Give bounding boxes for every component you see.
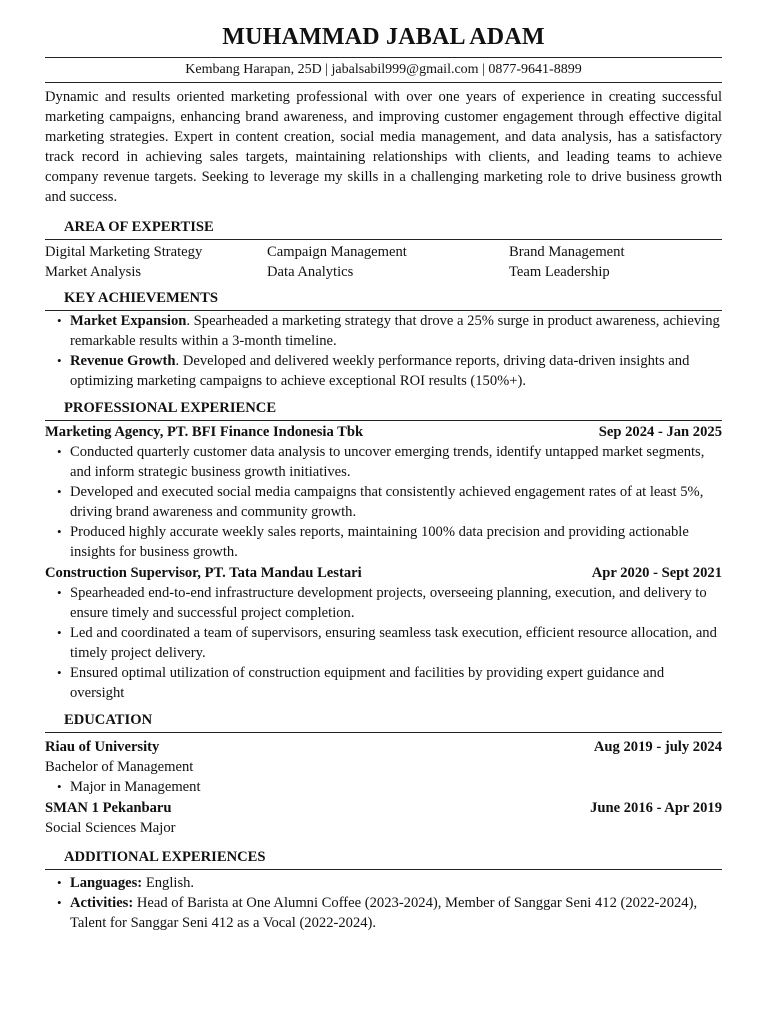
expertise-item: Market Analysis (45, 264, 142, 280)
resume-page (45, 22, 722, 933)
additional-item (45, 893, 722, 933)
contact-divider (45, 82, 722, 83)
job-role: Marketing Agency, PT. BFI Finance Indonesia Tbk (45, 424, 364, 440)
section-title-additional: ADDITIONAL EXPERIENCES (64, 849, 266, 865)
achievement-item (45, 311, 722, 351)
section-divider (45, 239, 722, 240)
section-title-expertise: AREA OF EXPERTISE (64, 219, 214, 235)
achievement-label: Market Expansion (70, 313, 187, 329)
job-bullets (45, 442, 722, 562)
education-header (45, 737, 722, 757)
education-bullet: • Major in Management (45, 777, 722, 797)
additional-label: Activities: (70, 895, 134, 911)
section-divider (45, 420, 722, 421)
achievement-label: Revenue Growth (70, 353, 176, 369)
education-header (45, 798, 722, 818)
degree: Social Sciences Major (45, 820, 176, 836)
school-name: SMAN 1 Pekanbaru (45, 800, 172, 816)
contact-line: Kembang Harapan, 25D | jabalsabil999@gmail.com | 0877-9641-8899 (185, 62, 582, 77)
expertise-item: Brand Management (509, 244, 625, 260)
additional-text: English. (142, 875, 195, 891)
job-bullet: • Ensured optimal utilization of construction equipment and facilities by providing expert guidance and oversight (45, 663, 722, 703)
additional-label: Languages: (70, 875, 143, 891)
resume-name: MUHAMMAD JABAL ADAM (222, 24, 545, 50)
achievement-item (45, 351, 722, 391)
expertise-column (267, 242, 509, 282)
additional-text: Head of Barista at One Alumni Coffee (2023-2024), Member of Sanggar Seni 412 (2022-2024), Talent for Sanggar Seni 412 as a Vocal (2022-2024). (70, 895, 698, 931)
expertise-item: Team Leadership (509, 264, 610, 280)
expertise-column (45, 242, 267, 282)
job-bullet: • Led and coordinated a team of supervisors, ensuring seamless task execution, efficient resource allocation, and timely project delivery. (45, 623, 722, 663)
section-title-education: EDUCATION (64, 712, 153, 728)
job-bullet: • Spearheaded end-to-end infrastructure development projects, overseeing planning, execution, and delivery to ensure timely and successful project completion. (45, 583, 722, 623)
expertise-item: Digital Marketing Strategy (45, 244, 203, 260)
job-bullet: • Produced highly accurate weekly sales reports, maintaining 100% data precision and providing actionable insights for business growth. (45, 522, 722, 562)
education-bullets (45, 777, 722, 797)
job-bullet: • Developed and executed social media campaigns that consistently achieved engagement rates of at least 5%, driving brand awareness and community growth. (45, 482, 722, 522)
expertise-grid (45, 242, 722, 282)
job-bullet: • Conducted quarterly customer data analysis to uncover emerging trends, identify untapped market segments, and inform strategic business growth initiatives. (45, 442, 722, 482)
achievement-text: . Developed and delivered weekly performance reports, driving data-driven insights and optimizing marketing campaigns to achieve exceptional ROI results (150%+). (70, 353, 690, 389)
degree: Bachelor of Management (45, 759, 194, 775)
additional-list (45, 873, 722, 933)
section-title-experience: PROFESSIONAL EXPERIENCE (64, 400, 277, 416)
section-title-achievements: KEY ACHIEVEMENTS (64, 290, 218, 306)
job-role: Construction Supervisor, PT. Tata Mandau Lestari (45, 565, 362, 581)
section-divider (45, 732, 722, 733)
job-header (45, 422, 722, 442)
job-dates: Apr 2020 - Sept 2021 (591, 565, 722, 581)
education-dates: June 2016 - Apr 2019 (590, 800, 722, 816)
achievements-list (45, 311, 722, 391)
expertise-item: Campaign Management (267, 244, 407, 260)
education-dates: Aug 2019 - july 2024 (593, 739, 722, 755)
achievement-text: . Spearheaded a marketing strategy that drove a 25% surge in product awareness, achieving remarkable results within a 3-month timeline. (70, 313, 720, 349)
job-dates: Sep 2024 - Jan 2025 (598, 424, 722, 440)
job-bullets (45, 583, 722, 703)
expertise-item: Data Analytics (267, 264, 354, 280)
professional-summary: Dynamic and results oriented marketing professional with over one years of experience in creating successful marketing campaigns, enhancing brand awareness, and improving customer engagement through effective digital marketing strategies. Expert in content creation, social media management, and data analysis, has a satisfactory track record in achieving sales targets, maintaining relationships with clients, and leading teams to achieve company revenue targets. Seeking to leverage my skills in a challenging marketing role to drive business growth and success. (45, 89, 722, 205)
expertise-column (509, 242, 722, 282)
section-divider (45, 869, 722, 870)
job-header (45, 563, 722, 583)
school-name: Riau of University (45, 739, 160, 755)
additional-item (45, 873, 722, 893)
